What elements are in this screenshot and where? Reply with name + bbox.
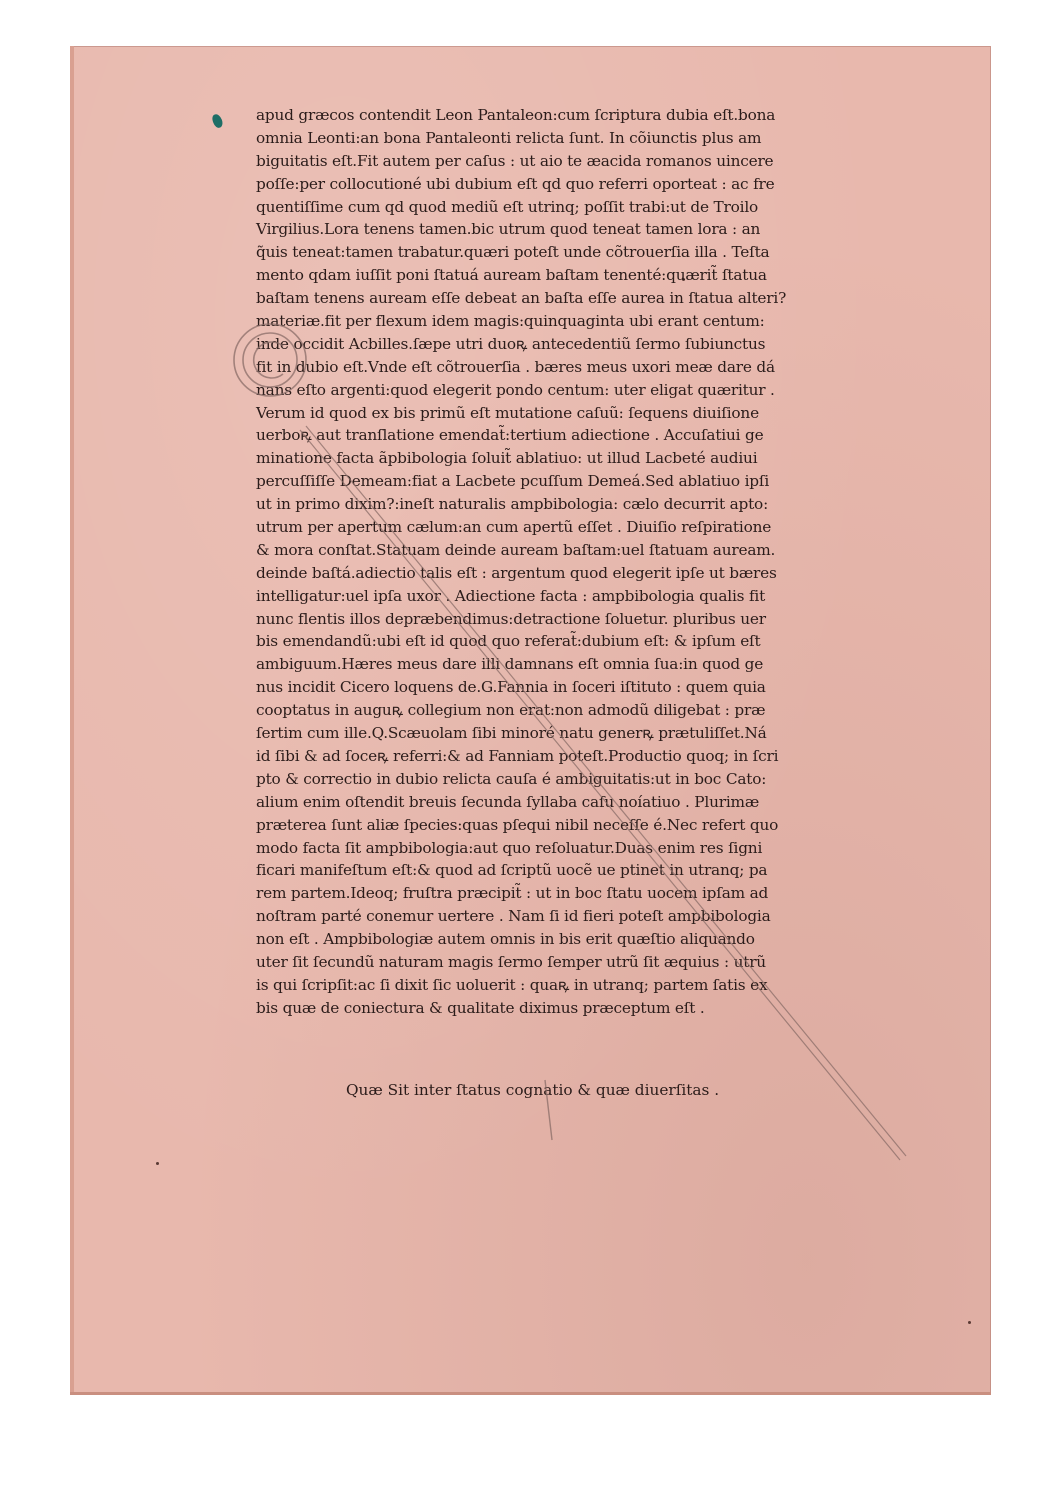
text-line: poſſe:per collocutioné ubi dubium eſt qd quo referri oporteat : ac fre [256, 174, 775, 193]
text-line: nans eſto argenti:quod elegerit pondo centum: uter eligat quæritur . [256, 380, 775, 399]
text-line: Verum id quod ex bis primũ eſt mutatione caſuũ: ſequens diuiſione [256, 403, 759, 422]
text-line: mento qdam iuſſit poni ſtatuá auream baſtam tenenté:quærit̃ ſtatua [256, 266, 767, 285]
text-line: minatione facta ãpbibologia ſoluit̃ ablatiuo: ut illud Lacbeté audiui [256, 449, 758, 468]
text-line: ambiguum.Hæres meus dare illi damnans eſt omnia ſua:in quod ge [256, 655, 764, 674]
text-line: non eſt . Ampbibologiæ autem omnis in bis erit quæſtio aliquando [256, 930, 755, 949]
text-line: bis quæ de coniectura & qualitate diximus præceptum eſt . [256, 998, 705, 1017]
text-line: q̃uis teneat:tamen trabatur.quæri poteſt unde cõtrouerſia illa . Teſta [256, 243, 770, 262]
text-line: uerboꝶ aut tranſlatione emendat̃:tertium adiectione . Accuſatiui ge [256, 426, 764, 445]
text-line: alium enim oſtendit breuis ſecunda ſyllaba caſu noíatiuo . Plurimæ [256, 792, 760, 811]
text-line: nus incidit Cicero loquens de.G.Fannia in ſoceri iſtituto : quem quia [256, 678, 766, 697]
text-line: fit in dubio eſt.Vnde eſt cõtrouerſia . bæres meus uxori meæ dare dá [256, 357, 775, 376]
text-line: intelligatur:uel ipſa uxor . Adiectione facta : ampbibologia qualis fit [256, 586, 766, 605]
text-line: ut in primo dixim?:ineſt naturalis ampbibologia: cælo decurrit apto: [256, 495, 769, 514]
text-line: uter ſit ſecundũ naturam magis ſermo ſemper utrũ ſit æquius : utrũ [256, 952, 766, 971]
text-line: quentiſſime cum qd quod mediũ eſt utrinq; poſſit trabi:ut de Troilo [256, 197, 759, 216]
text-line: rem partem.Ideoq; fruſtra præcipit̃ : ut in boc ſtatu uocem ipſam ad [256, 884, 769, 903]
text-line: Virgilius.Lora tenens tamen.bic utrum quod teneat tamen lora : an [256, 220, 761, 239]
text-line: biguitatis eſt.Fit autem per caſus : ut aio te æacida romanos uincere [256, 151, 774, 170]
text-line: deinde baſtá.adiectio talis eſt : argentum quod elegerit ipſe ut bæres [256, 563, 777, 582]
text-line: inde occidit Acbilles.ſæpe utri duoꝶ antecedentiũ ſermo ſubiunctus [256, 334, 766, 353]
text-line: materiæ.fit per flexum idem magis:quinquaginta ubi erant centum: [256, 312, 765, 331]
text-line: & mora conſtat.Statuam deinde auream baſtam:uel ſtatuam auream. [256, 540, 776, 559]
text-line: pto & correctio in dubio relicta cauſa é ambiguitatis:ut in boc Cato: [256, 769, 767, 788]
section-heading: Quæ Sit inter ſtatus cognatio & quæ diuerſitas . [346, 1081, 720, 1099]
text-line: is qui ſcripſit:ac ſi dixit ſic uoluerit : quaꝶ in utranq; partem ſatis ex [256, 975, 768, 994]
text-line: apud græcos contendit Leon Pantaleon:cum ſcriptura dubia eſt.bona [256, 106, 776, 124]
text-line: cooptatus in auguꝶ collegium non erat:non admodũ diligebat : præ [256, 701, 766, 720]
text-line: percuſſiſſe Demeam:fiat a Lacbete pcuſſum Demeá.Sed ablatiuo ipſi [256, 472, 770, 491]
text-line: præterea ſunt aliæ ſpecies:quas pſequi nibil neceſſe é.Nec refert quo [256, 815, 779, 834]
text-line: ficari manifeſtum eſt:& quod ad ſcriptũ uocẽ ue ptinet in utranq; pa [256, 861, 768, 880]
text-line: ſertim cum ille.Q.Scæuolam ſibi minoré natu generꝶ prætuliſſet.Ná [256, 724, 767, 743]
text-line: noſtram parté conemur uertere . Nam ſi id fieri poteſt ampbibologia [256, 907, 771, 926]
text-line: id ſibi & ad ſoceꝶ referri:& ad Fanniam poteſt.Productio quoq; in ſcri [256, 746, 779, 765]
text-line: omnia Leonti:an bona Pantaleonti relicta ſunt. In cõiunctis plus am [256, 128, 762, 147]
text-line: baſtam tenens auream eſſe debeat an baſta eſſe aurea in ſtatua alteri? [256, 289, 787, 308]
text-line: nunc flentis illos depræbendimus:detractione ſoluetur. pluribus uer [256, 609, 766, 628]
text-line: utrum per apertum cælum:an cum apertũ eſſet . Diuiſio reſpiratione [256, 518, 772, 537]
text-line: bis emendandũ:ubi eſt id quod quo referat̃:dubium eſt: & ipſum eſt [256, 632, 761, 651]
text-line: modo facta ſit ampbibologia:aut quo reſoluatur.Duas enim res ſigni [256, 838, 763, 857]
